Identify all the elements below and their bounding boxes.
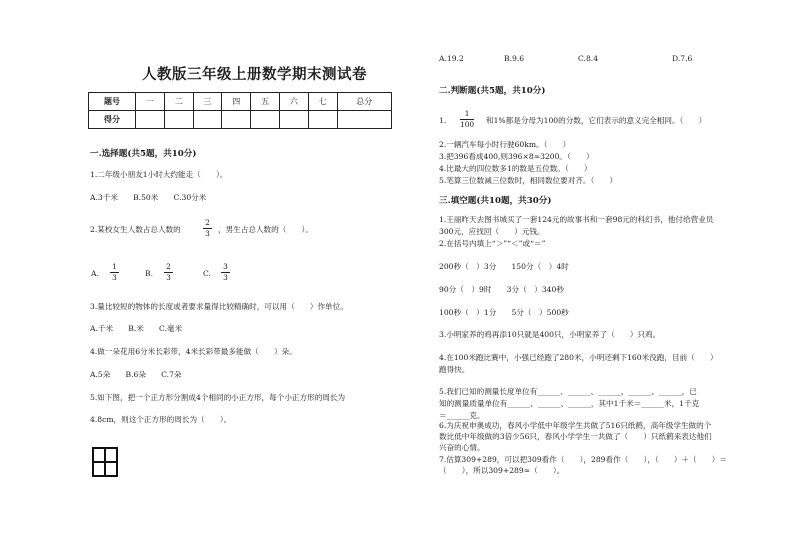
question-text: 和1%都是分母为100的分数，它们表示的意义完全相同。（ ）	[486, 116, 707, 125]
score-input-cell[interactable]	[193, 111, 222, 129]
fraction-denominator: 3	[112, 273, 117, 282]
table-cell: 五	[251, 93, 280, 111]
table-cell: 得分	[89, 111, 136, 129]
fraction-denominator: 3	[223, 273, 228, 282]
question-text: 知的测量质量单位有______、______、______，其中1千米＝______米，1千克	[439, 399, 700, 408]
option-label: A.19.2	[439, 54, 464, 63]
table-cell: 六	[279, 93, 308, 111]
fraction	[460, 110, 474, 129]
fraction	[110, 263, 119, 282]
square-grid-figure	[92, 447, 118, 477]
score-input-cell[interactable]	[308, 111, 337, 129]
question-text: 4.8cm，则这个正方形的周长为（ ）。	[90, 415, 232, 424]
question-text: 1.二年级小朋友1小时大约能走（ ）。	[90, 170, 228, 179]
question-text: （ ），所以309+289≈（ ）。	[439, 466, 565, 475]
table-cell: 三	[193, 93, 222, 111]
score-input-cell[interactable]	[136, 111, 165, 129]
section2-heading: 二.判断题(共5题，共10分)	[439, 86, 546, 96]
question-options: A.千米 B.米 C.毫米	[90, 324, 183, 333]
option-label: B.	[145, 269, 153, 278]
question-text: 300元，应找回（ ）元钱。	[439, 227, 545, 236]
score-input-cell[interactable]	[164, 111, 193, 129]
table-cell: 总分	[337, 93, 391, 111]
fraction-numerator: 3	[223, 262, 228, 271]
score-table-header-row	[89, 93, 392, 111]
question-text: 4.做一朵花用6分米长彩带，4米长彩带最多能做（ ）朵。	[90, 347, 297, 356]
question-text: 3.小明家养的鸡再添10只就是400只，小明家养了（ ）只鸡。	[439, 330, 661, 339]
question-text: 2.一辆汽车每小时行驶60km。（ ）	[439, 140, 571, 149]
fraction-numerator: 1	[464, 109, 470, 118]
fraction	[164, 263, 173, 282]
fraction-denominator: 3	[205, 229, 210, 238]
table-cell: 题号	[89, 93, 136, 111]
fraction-denominator: 100	[460, 120, 475, 129]
score-table	[88, 92, 392, 129]
option-label: C.	[203, 269, 211, 278]
fraction	[203, 219, 212, 238]
question-text: ，男生占总人数的（ ）。	[218, 225, 313, 234]
score-input-cell[interactable]	[337, 111, 391, 129]
fraction-numerator: 2	[205, 218, 210, 227]
question-options: A.3千米 B.50米 C.30分米	[90, 193, 207, 202]
score-input-cell[interactable]	[222, 111, 251, 129]
option-label: D.7.6	[672, 54, 693, 63]
fraction-denominator: 3	[166, 273, 171, 282]
option-label: A.	[91, 269, 99, 278]
question-text: 跑得快。	[439, 365, 470, 374]
question-text: 6.为庆祝申奥成功，春风小学低中年级学生共做了516只纸鹤，高年级学生做的个	[439, 421, 712, 430]
page-title: 人教版三年级上册数学期末测试卷	[142, 66, 367, 83]
question-text: 数比低中年级做的3倍少56只，春风小学学生一共做了（ ）只纸鹤来表达他们	[439, 432, 712, 441]
fraction	[221, 263, 230, 282]
question-text: 90分（ ）9时 3分（ ）340秒	[439, 285, 564, 294]
question-options: A.5朵 B.6朵 C.7朵	[90, 370, 182, 379]
score-input-cell[interactable]	[279, 111, 308, 129]
question-text: 2.在括号内填上“＞”“＜”或“＝”	[439, 239, 546, 248]
question-text: 1.	[439, 116, 447, 125]
question-text: 3.把396看成400,则396×8≈3200。（ ）	[439, 152, 594, 161]
question-text: 5.我们已知的测量长度单位有______、______、______、______、______，已	[439, 387, 697, 396]
table-cell: 七	[308, 93, 337, 111]
table-cell: 四	[222, 93, 251, 111]
question-text: 1.王丽昨天去图书城买了一套124元的故事书和一套98元的科幻书，他付给营业员	[439, 215, 714, 224]
question-text: 4.比最大的四位数多1的数是五位数。（ ）	[439, 164, 592, 173]
section1-heading: 一.选择题(共5题，共10分)	[90, 149, 197, 159]
table-cell: 二	[164, 93, 193, 111]
question-text: 5.笔算三位数减三位数时，相同数位要对齐。（ ）	[439, 176, 618, 185]
fraction-numerator: 2	[166, 262, 171, 271]
score-table-score-row	[89, 111, 392, 129]
score-input-cell[interactable]	[251, 111, 280, 129]
question-text: 4.在100米跑比赛中，小强已经跑了280米，小明还剩下160米没跑，目前（ ）	[439, 353, 718, 362]
question-text: 100秒（ ）1分 5分（ ）500秒	[439, 308, 569, 317]
question-text: 兴奋的心情。	[439, 443, 485, 452]
table-cell: 一	[136, 93, 165, 111]
question-text: 7.估算309+289，可以把309看作（ ），289看作（ ），（ ）＋（ ）＝	[439, 455, 727, 464]
option-label: B.9.6	[504, 54, 525, 63]
fraction-numerator: 1	[112, 262, 117, 271]
question-text: 3.量比较短的物体的长度或者要求量得比较精确时，可以用（ ）作单位。	[90, 302, 348, 311]
question-text: ＝______克。	[439, 411, 485, 420]
option-label: C.8.4	[578, 54, 599, 63]
question-text: 200秒（ ）3分 150分（ ）4时	[439, 262, 569, 271]
question-text: 2.某校女生人数占总人数的	[90, 225, 181, 234]
question-text: 5.如下图，把一个正方形分割成4个相同的小正方形，每个小正方形的周长为	[90, 393, 346, 402]
section3-heading: 三.填空题(共10题，共30分)	[439, 196, 552, 206]
